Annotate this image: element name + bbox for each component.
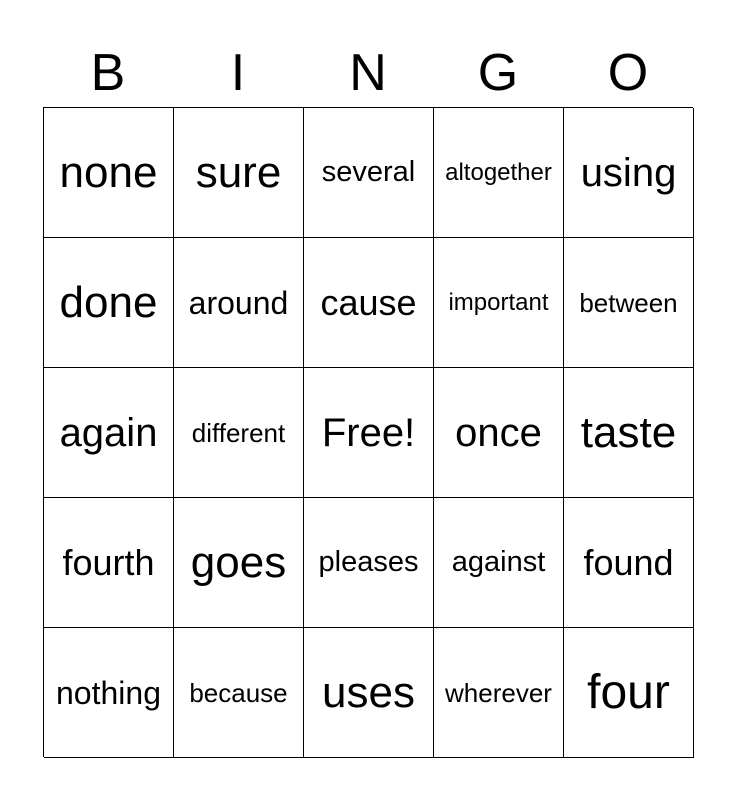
- header-letter-g: G: [477, 44, 519, 102]
- header-letter-n: N: [349, 44, 387, 102]
- bingo-cell-r5-c4[interactable]: wherever: [434, 628, 564, 758]
- bingo-cell-r3-c5[interactable]: taste: [564, 368, 694, 498]
- bingo-cell-r1-c5[interactable]: using: [564, 108, 694, 238]
- bingo-cell-r1-c3[interactable]: several: [304, 108, 434, 238]
- bingo-cell-r2-c2[interactable]: around: [174, 238, 304, 368]
- bingo-cell-r3-c2[interactable]: different: [174, 368, 304, 498]
- bingo-cell-r5-c3[interactable]: uses: [304, 628, 434, 758]
- bingo-cell-r2-c5[interactable]: between: [564, 238, 694, 368]
- header-letter-i: I: [230, 44, 246, 102]
- bingo-cell-r3-c1[interactable]: again: [44, 368, 174, 498]
- bingo-cell-r4-c2[interactable]: goes: [174, 498, 304, 628]
- bingo-cell-r1-c4[interactable]: altogether: [434, 108, 564, 238]
- bingo-board: [43, 107, 693, 757]
- bingo-cell-r2-c3[interactable]: cause: [304, 238, 434, 368]
- header-letter-b: B: [90, 44, 126, 102]
- bingo-cell-r3-c4[interactable]: once: [434, 368, 564, 498]
- bingo-cell-r5-c1[interactable]: nothing: [44, 628, 174, 758]
- bingo-cell-r1-c2[interactable]: sure: [174, 108, 304, 238]
- bingo-cell-r4-c1[interactable]: fourth: [44, 498, 174, 628]
- bingo-cell-r2-c4[interactable]: important: [434, 238, 564, 368]
- bingo-header: [43, 40, 693, 106]
- bingo-cell-r4-c5[interactable]: found: [564, 498, 694, 628]
- bingo-cell-r2-c1[interactable]: done: [44, 238, 174, 368]
- bingo-cell-r4-c4[interactable]: against: [434, 498, 564, 628]
- header-letter-o: O: [607, 44, 649, 102]
- bingo-cell-r4-c3[interactable]: pleases: [304, 498, 434, 628]
- free-space[interactable]: Free!: [304, 368, 434, 498]
- bingo-cell-r1-c1[interactable]: none: [44, 108, 174, 238]
- bingo-cell-r5-c2[interactable]: because: [174, 628, 304, 758]
- bingo-cell-r5-c5[interactable]: four: [564, 628, 694, 758]
